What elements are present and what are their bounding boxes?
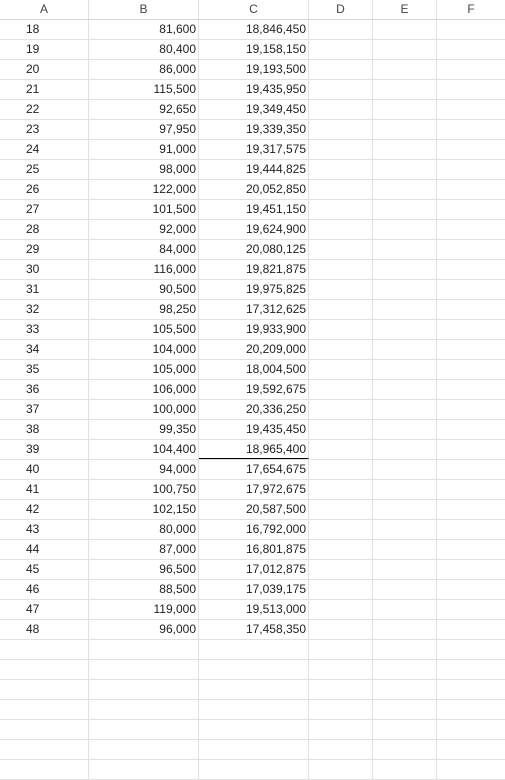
- cell-c[interactable]: [199, 740, 309, 759]
- cell-b[interactable]: 116,000: [89, 260, 199, 279]
- cell-d[interactable]: [309, 420, 373, 439]
- cell-a[interactable]: 28: [0, 220, 89, 239]
- cell-f[interactable]: [437, 740, 505, 759]
- cell-a[interactable]: 26: [0, 180, 89, 199]
- cell-c[interactable]: 18,965,400: [199, 440, 309, 459]
- cell-a[interactable]: 45: [0, 560, 89, 579]
- cell-b[interactable]: 100,750: [89, 480, 199, 499]
- cell-d[interactable]: [309, 100, 373, 119]
- cell-b[interactable]: 98,000: [89, 160, 199, 179]
- cell-e[interactable]: [373, 20, 437, 39]
- cell-e[interactable]: [373, 480, 437, 499]
- cell-e[interactable]: [373, 220, 437, 239]
- cell-a[interactable]: [0, 660, 89, 679]
- cell-d[interactable]: [309, 760, 373, 779]
- cell-e[interactable]: [373, 700, 437, 719]
- cell-a[interactable]: 38: [0, 420, 89, 439]
- table-row: [0, 380, 505, 400]
- cell-c[interactable]: 18,846,450: [199, 20, 309, 39]
- cell-b[interactable]: [89, 680, 199, 699]
- cell-c[interactable]: 17,654,675: [199, 460, 309, 479]
- cell-d[interactable]: [309, 140, 373, 159]
- cell-a[interactable]: 27: [0, 200, 89, 219]
- table-row: [0, 320, 505, 340]
- cell-f[interactable]: [437, 300, 505, 319]
- cell-d[interactable]: [309, 660, 373, 679]
- cell-f[interactable]: [437, 640, 505, 659]
- cell-b[interactable]: 81,600: [89, 20, 199, 39]
- cell-a[interactable]: 44: [0, 540, 89, 559]
- cell-a[interactable]: 32: [0, 300, 89, 319]
- cell-e[interactable]: [373, 400, 437, 419]
- cell-d[interactable]: [309, 740, 373, 759]
- cell-d[interactable]: [309, 440, 373, 459]
- column-header-d[interactable]: D: [309, 0, 373, 19]
- cell-e[interactable]: [373, 120, 437, 139]
- cell-f[interactable]: [437, 700, 505, 719]
- cell-c[interactable]: 19,513,000: [199, 600, 309, 619]
- cell-b[interactable]: 101,500: [89, 200, 199, 219]
- cell-b[interactable]: 104,000: [89, 340, 199, 359]
- cell-f[interactable]: [437, 260, 505, 279]
- cell-a[interactable]: 36: [0, 380, 89, 399]
- cell-e[interactable]: [373, 600, 437, 619]
- cell-c[interactable]: [199, 720, 309, 739]
- cell-f[interactable]: [437, 420, 505, 439]
- cell-a[interactable]: 33: [0, 320, 89, 339]
- cell-e[interactable]: [373, 460, 437, 479]
- cell-d[interactable]: [309, 160, 373, 179]
- cell-e[interactable]: [373, 680, 437, 699]
- cell-f[interactable]: [437, 40, 505, 59]
- cell-a[interactable]: 19: [0, 40, 89, 59]
- cell-e[interactable]: [373, 520, 437, 539]
- cell-b[interactable]: 86,000: [89, 60, 199, 79]
- cell-a[interactable]: 34: [0, 340, 89, 359]
- cell-a[interactable]: [0, 740, 89, 759]
- cell-c[interactable]: 19,933,900: [199, 320, 309, 339]
- table-row: [0, 60, 505, 80]
- cell-f[interactable]: [437, 520, 505, 539]
- cell-b[interactable]: 99,350: [89, 420, 199, 439]
- cell-a[interactable]: 23: [0, 120, 89, 139]
- cell-a[interactable]: 42: [0, 500, 89, 519]
- cell-f[interactable]: [437, 680, 505, 699]
- cell-e[interactable]: [373, 360, 437, 379]
- cell-b[interactable]: 90,500: [89, 280, 199, 299]
- table-row: [0, 140, 505, 160]
- cell-d[interactable]: [309, 600, 373, 619]
- cell-d[interactable]: [309, 540, 373, 559]
- cell-f[interactable]: [437, 600, 505, 619]
- cell-c[interactable]: 20,080,125: [199, 240, 309, 259]
- cell-e[interactable]: [373, 320, 437, 339]
- cell-a[interactable]: 31: [0, 280, 89, 299]
- column-header-e[interactable]: E: [373, 0, 437, 19]
- cell-c[interactable]: 20,587,500: [199, 500, 309, 519]
- column-header-b[interactable]: B: [89, 0, 199, 19]
- table-row: [0, 220, 505, 240]
- cell-c[interactable]: 19,339,350: [199, 120, 309, 139]
- cell-b[interactable]: 106,000: [89, 380, 199, 399]
- table-row: [0, 80, 505, 100]
- cell-f[interactable]: [437, 360, 505, 379]
- cell-c[interactable]: 19,444,825: [199, 160, 309, 179]
- sheet-rows: [0, 20, 505, 780]
- cell-b[interactable]: 105,500: [89, 320, 199, 339]
- table-row: [0, 460, 505, 480]
- cell-f[interactable]: [437, 500, 505, 519]
- cell-b[interactable]: 80,000: [89, 520, 199, 539]
- cell-b[interactable]: 84,000: [89, 240, 199, 259]
- cell-c[interactable]: 19,158,150: [199, 40, 309, 59]
- cell-e[interactable]: [373, 340, 437, 359]
- cell-a[interactable]: 47: [0, 600, 89, 619]
- cell-d[interactable]: [309, 620, 373, 639]
- cell-d[interactable]: [309, 560, 373, 579]
- cell-b[interactable]: 96,500: [89, 560, 199, 579]
- cell-a[interactable]: [0, 700, 89, 719]
- cell-a[interactable]: 41: [0, 480, 89, 499]
- table-row: [0, 620, 505, 640]
- cell-a[interactable]: 35: [0, 360, 89, 379]
- cell-c[interactable]: 17,972,675: [199, 480, 309, 499]
- cell-c[interactable]: 17,039,175: [199, 580, 309, 599]
- table-row: [0, 560, 505, 580]
- cell-b[interactable]: 97,950: [89, 120, 199, 139]
- cell-f[interactable]: [437, 380, 505, 399]
- cell-a[interactable]: 48: [0, 620, 89, 639]
- cell-f[interactable]: [437, 660, 505, 679]
- cell-d[interactable]: [309, 60, 373, 79]
- cell-d[interactable]: [309, 120, 373, 139]
- cell-d[interactable]: [309, 240, 373, 259]
- table-row: [0, 180, 505, 200]
- cell-d[interactable]: [309, 220, 373, 239]
- cell-c[interactable]: [199, 660, 309, 679]
- table-row: [0, 360, 505, 380]
- cell-e[interactable]: [373, 420, 437, 439]
- cell-c[interactable]: 19,349,450: [199, 100, 309, 119]
- cell-a[interactable]: 22: [0, 100, 89, 119]
- cell-e[interactable]: [373, 60, 437, 79]
- cell-a[interactable]: [0, 720, 89, 739]
- cell-c[interactable]: 20,336,250: [199, 400, 309, 419]
- cell-c[interactable]: 17,458,350: [199, 620, 309, 639]
- cell-c[interactable]: [199, 640, 309, 659]
- cell-b[interactable]: 102,150: [89, 500, 199, 519]
- cell-f[interactable]: [437, 60, 505, 79]
- table-row: [0, 420, 505, 440]
- cell-e[interactable]: [373, 660, 437, 679]
- cell-b[interactable]: 92,000: [89, 220, 199, 239]
- cell-e[interactable]: [373, 380, 437, 399]
- cell-d[interactable]: [309, 40, 373, 59]
- table-row: [0, 580, 505, 600]
- cell-c[interactable]: 19,592,675: [199, 380, 309, 399]
- cell-e[interactable]: [373, 40, 437, 59]
- cell-c[interactable]: 17,012,875: [199, 560, 309, 579]
- cell-d[interactable]: [309, 300, 373, 319]
- cell-d[interactable]: [309, 80, 373, 99]
- cell-e[interactable]: [373, 440, 437, 459]
- cell-f[interactable]: [437, 120, 505, 139]
- cell-b[interactable]: 122,000: [89, 180, 199, 199]
- cell-f[interactable]: [437, 620, 505, 639]
- cell-c[interactable]: [199, 700, 309, 719]
- cell-f[interactable]: [437, 200, 505, 219]
- cell-f[interactable]: [437, 460, 505, 479]
- cell-b[interactable]: [89, 760, 199, 779]
- cell-a[interactable]: 18: [0, 20, 89, 39]
- cell-d[interactable]: [309, 520, 373, 539]
- cell-c[interactable]: 20,209,000: [199, 340, 309, 359]
- table-row: [0, 640, 505, 660]
- table-row: [0, 600, 505, 620]
- cell-e[interactable]: [373, 500, 437, 519]
- cell-a[interactable]: 24: [0, 140, 89, 159]
- cell-d[interactable]: [309, 480, 373, 499]
- cell-e[interactable]: [373, 720, 437, 739]
- table-row: [0, 500, 505, 520]
- column-header-c[interactable]: C: [199, 0, 309, 19]
- cell-e[interactable]: [373, 240, 437, 259]
- cell-d[interactable]: [309, 340, 373, 359]
- cell-c[interactable]: 17,312,625: [199, 300, 309, 319]
- cell-e[interactable]: [373, 760, 437, 779]
- cell-e[interactable]: [373, 100, 437, 119]
- cell-b[interactable]: 91,000: [89, 140, 199, 159]
- cell-d[interactable]: [309, 320, 373, 339]
- cell-c[interactable]: 16,801,875: [199, 540, 309, 559]
- table-row: [0, 700, 505, 720]
- cell-f[interactable]: [437, 160, 505, 179]
- cell-d[interactable]: [309, 260, 373, 279]
- cell-d[interactable]: [309, 200, 373, 219]
- cell-e[interactable]: [373, 140, 437, 159]
- cell-f[interactable]: [437, 240, 505, 259]
- cell-a[interactable]: 25: [0, 160, 89, 179]
- cell-c[interactable]: 20,052,850: [199, 180, 309, 199]
- cell-a[interactable]: [0, 640, 89, 659]
- cell-c[interactable]: 18,004,500: [199, 360, 309, 379]
- cell-a[interactable]: 37: [0, 400, 89, 419]
- table-row: [0, 760, 505, 780]
- table-row: [0, 240, 505, 260]
- cell-c[interactable]: 16,792,000: [199, 520, 309, 539]
- cell-d[interactable]: [309, 680, 373, 699]
- cell-d[interactable]: [309, 640, 373, 659]
- cell-d[interactable]: [309, 180, 373, 199]
- cell-b[interactable]: 115,500: [89, 80, 199, 99]
- cell-d[interactable]: [309, 460, 373, 479]
- cell-b[interactable]: 98,250: [89, 300, 199, 319]
- table-row: [0, 260, 505, 280]
- cell-a[interactable]: 46: [0, 580, 89, 599]
- cell-c[interactable]: [199, 680, 309, 699]
- cell-b[interactable]: 87,000: [89, 540, 199, 559]
- table-row: [0, 440, 505, 460]
- cell-b[interactable]: 88,500: [89, 580, 199, 599]
- cell-b[interactable]: 100,000: [89, 400, 199, 419]
- cell-b[interactable]: [89, 700, 199, 719]
- table-row: [0, 740, 505, 760]
- column-header-a[interactable]: A: [0, 0, 89, 19]
- cell-c[interactable]: 19,317,575: [199, 140, 309, 159]
- cell-c[interactable]: 19,821,875: [199, 260, 309, 279]
- cell-f[interactable]: [437, 220, 505, 239]
- cell-d[interactable]: [309, 500, 373, 519]
- cell-e[interactable]: [373, 620, 437, 639]
- cell-c[interactable]: 19,624,900: [199, 220, 309, 239]
- cell-f[interactable]: [437, 540, 505, 559]
- table-row: [0, 720, 505, 740]
- table-row: [0, 20, 505, 40]
- cell-f[interactable]: [437, 20, 505, 39]
- table-row: [0, 120, 505, 140]
- cell-a[interactable]: 40: [0, 460, 89, 479]
- cell-b[interactable]: [89, 740, 199, 759]
- cell-e[interactable]: [373, 200, 437, 219]
- table-row: [0, 280, 505, 300]
- cell-c[interactable]: 19,435,950: [199, 80, 309, 99]
- cell-d[interactable]: [309, 400, 373, 419]
- cell-a[interactable]: [0, 760, 89, 779]
- table-row: [0, 540, 505, 560]
- cell-c[interactable]: 19,975,825: [199, 280, 309, 299]
- cell-b[interactable]: 94,000: [89, 460, 199, 479]
- table-row: [0, 660, 505, 680]
- cell-b[interactable]: 80,400: [89, 40, 199, 59]
- cell-c[interactable]: 19,193,500: [199, 60, 309, 79]
- cell-e[interactable]: [373, 180, 437, 199]
- table-row: [0, 40, 505, 60]
- cell-f[interactable]: [437, 140, 505, 159]
- cell-f[interactable]: [437, 280, 505, 299]
- cell-c[interactable]: [199, 760, 309, 779]
- cell-f[interactable]: [437, 400, 505, 419]
- cell-b[interactable]: 119,000: [89, 600, 199, 619]
- cell-b[interactable]: [89, 660, 199, 679]
- cell-f[interactable]: [437, 80, 505, 99]
- table-row: [0, 680, 505, 700]
- cell-f[interactable]: [437, 180, 505, 199]
- cell-a[interactable]: 43: [0, 520, 89, 539]
- cell-d[interactable]: [309, 360, 373, 379]
- cell-b[interactable]: [89, 720, 199, 739]
- table-row: [0, 100, 505, 120]
- cell-f[interactable]: [437, 720, 505, 739]
- cell-f[interactable]: [437, 480, 505, 499]
- cell-b[interactable]: 92,650: [89, 100, 199, 119]
- cell-f[interactable]: [437, 760, 505, 779]
- cell-d[interactable]: [309, 720, 373, 739]
- cell-b[interactable]: [89, 640, 199, 659]
- cell-e[interactable]: [373, 580, 437, 599]
- cell-d[interactable]: [309, 20, 373, 39]
- cell-e[interactable]: [373, 540, 437, 559]
- cell-e[interactable]: [373, 640, 437, 659]
- column-header-f[interactable]: F: [467, 2, 475, 16]
- cell-f[interactable]: [437, 440, 505, 459]
- cell-e[interactable]: [373, 740, 437, 759]
- table-row: [0, 160, 505, 180]
- cell-a[interactable]: 39: [0, 440, 89, 459]
- cell-f[interactable]: [437, 580, 505, 599]
- cell-e[interactable]: [373, 260, 437, 279]
- cell-d[interactable]: [309, 700, 373, 719]
- cell-c[interactable]: 19,451,150: [199, 200, 309, 219]
- cell-a[interactable]: 20: [0, 60, 89, 79]
- cell-e[interactable]: [373, 300, 437, 319]
- table-row: [0, 200, 505, 220]
- table-row: [0, 340, 505, 360]
- cell-e[interactable]: [373, 280, 437, 299]
- cell-d[interactable]: [309, 280, 373, 299]
- cell-b[interactable]: 105,000: [89, 360, 199, 379]
- table-row: [0, 520, 505, 540]
- cell-b[interactable]: 96,000: [89, 620, 199, 639]
- cell-a[interactable]: 30: [0, 260, 89, 279]
- cell-e[interactable]: [373, 560, 437, 579]
- table-row: [0, 400, 505, 420]
- cell-f[interactable]: [437, 560, 505, 579]
- table-row: [0, 300, 505, 320]
- column-header-row: [0, 0, 505, 20]
- cell-f[interactable]: [437, 320, 505, 339]
- cell-f[interactable]: [437, 340, 505, 359]
- cell-e[interactable]: [373, 80, 437, 99]
- cell-c[interactable]: 19,435,450: [199, 420, 309, 439]
- cell-e[interactable]: [373, 160, 437, 179]
- table-row: [0, 480, 505, 500]
- cell-b[interactable]: 104,400: [89, 440, 199, 459]
- cell-a[interactable]: 29: [0, 240, 89, 259]
- cell-f[interactable]: [437, 100, 505, 119]
- cell-a[interactable]: [0, 680, 89, 699]
- cell-a[interactable]: 21: [0, 80, 89, 99]
- cell-d[interactable]: [309, 380, 373, 399]
- cell-d[interactable]: [309, 580, 373, 599]
